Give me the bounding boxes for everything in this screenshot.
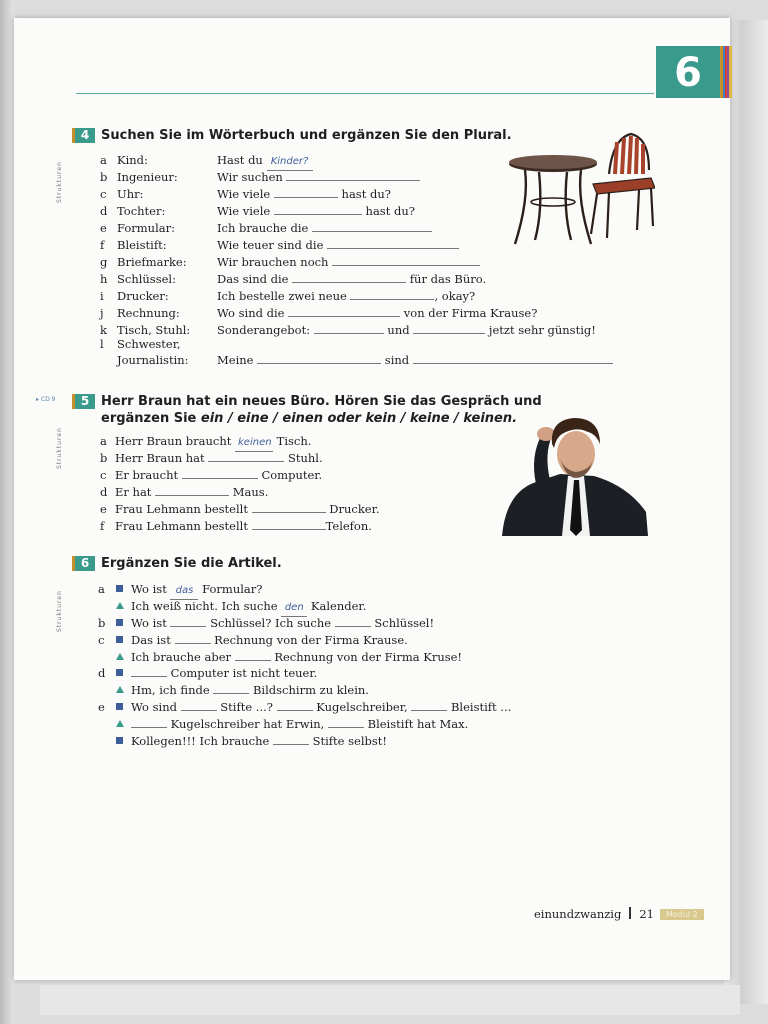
exercise-4-title: Suchen Sie im Wörterbuch und ergänzen Sie den Plural. [101,128,512,143]
item-sentence [115,501,380,517]
answer-blank[interactable] [252,501,326,513]
answer-blank[interactable] [288,305,400,317]
sentence-text: von der Firma Krause? [403,306,538,320]
item-letter: h [100,272,108,286]
answer-blank[interactable] [312,220,432,232]
sentence-text: Er hat [115,485,152,499]
item-letter: a [98,582,105,596]
exercise-6-title: Ergänzen Sie die Artikel. [101,556,282,571]
item-letter: e [100,221,107,235]
table-legs [515,170,591,244]
answer-blank[interactable] [131,665,167,677]
item-letter: k [100,323,107,337]
item-word: Drucker: [117,289,169,303]
answer-blank[interactable] [332,254,480,266]
answer-blank[interactable] [252,518,326,530]
table-top-surface [509,155,597,169]
answer-blank[interactable] [182,467,258,479]
item-letter: i [100,289,104,303]
sentence-text: Bleistift hat Max. [367,717,469,731]
item-word: Schwester, [117,337,181,351]
sentence-text: für das Büro. [409,272,487,286]
item-letter: c [100,468,107,482]
speaker-triangle-icon [116,686,124,693]
speaker-square-icon [116,669,123,676]
sentence-text: hast du? [341,187,391,201]
item-letter: e [100,502,107,516]
sentence-text: Maus. [232,485,269,499]
speaker-square-icon [116,619,123,626]
item-letter: j [100,306,104,320]
item-sentence [217,322,596,338]
answer-blank[interactable] [292,271,406,283]
exercise-5-header [72,393,542,427]
sentence-text: Kugelschreiber, [316,700,408,714]
speaker-triangle-icon [116,653,124,660]
answer-blank[interactable] [213,682,249,694]
sentence-text: Hast du [217,153,263,167]
item-letter: e [98,700,105,714]
table-chair-photo [505,130,655,250]
item-sentence [217,237,459,253]
sentence-text: Kalender. [310,599,367,613]
item-word: Uhr: [117,187,144,201]
item-sentence [217,271,486,287]
dialogue-line [116,649,462,665]
exercise-6-number: 6 [72,556,95,571]
dialogue-line [116,632,408,648]
exercise-5-number: 5 [72,394,95,409]
handwritten-answer[interactable]: keinen [235,435,273,452]
answer-blank[interactable] [413,352,613,364]
answer-blank[interactable] [277,699,313,711]
exercise-4-number: 4 [72,128,95,143]
item-letter: f [100,519,105,533]
answer-blank[interactable] [350,288,434,300]
sentence-text: Schlüssel! [374,616,435,630]
item-word: Kind: [117,153,148,167]
item-letter: b [100,451,108,465]
exercise-6-header [72,555,282,572]
sentence-text: Er braucht [115,468,179,482]
exercise-4-header [72,127,512,144]
sentence-text: Drucker. [329,502,380,516]
item-letter: d [100,204,108,218]
item-letter: a [100,434,107,448]
sentence-text: Wie viele [217,187,271,201]
item-sentence [217,203,415,219]
handwritten-answer[interactable]: den [281,600,307,617]
speaker-triangle-icon [116,720,124,727]
sentence-text: Ich brauche aber [131,650,231,664]
item-word: Formular: [117,221,175,235]
chapter-tab-stripes [720,46,732,98]
answer-blank[interactable] [274,203,362,215]
item-word: Bleistift: [117,238,167,252]
item-sentence [217,169,420,185]
item-word: Journalistin: [117,353,189,367]
scan-shadow-right [724,20,768,1004]
item-word: Tochter: [117,204,166,218]
sentence-text: Meine [217,353,254,367]
sentence-text: hast du? [365,204,415,218]
side-label-strukturen-1: Strukturen [56,161,63,203]
footer-separator [629,907,631,919]
item-letter: c [98,633,105,647]
side-label-strukturen-3: Strukturen [56,590,63,632]
sentence-text: Frau Lehmann bestellt [115,502,248,516]
sentence-text: Stifte selbst! [312,734,388,748]
page-number-word: einundzwanzig [534,907,622,921]
answer-blank[interactable] [413,322,485,334]
table-ring [531,198,575,206]
answer-blank[interactable] [335,615,371,627]
sentence-text: jetzt sehr günstig! [488,323,596,337]
sentence-text: Formular? [202,582,263,596]
sentence-text: Stuhl. [287,451,323,465]
sentence-text: Bildschirm zu klein. [252,683,369,697]
chair-seat [593,178,655,194]
sentence-text: und [387,323,410,337]
sentence-text: Wo ist [131,616,167,630]
item-word: Briefmarke: [117,255,187,269]
module-tab: Modul 2 [660,909,704,920]
answer-blank[interactable] [131,716,167,728]
answer-blank[interactable] [170,615,206,627]
item-word: Rechnung: [117,306,180,320]
scan-bottom-strip [40,985,740,1015]
sentence-text: Schlüssel? Ich suche [210,616,332,630]
sentence-text: Das sind die [217,272,289,286]
answer-blank[interactable] [175,632,211,644]
item-sentence [217,352,613,368]
dialogue-line [116,716,468,732]
answer-blank[interactable] [155,484,229,496]
sentence-text: Wo sind [131,700,177,714]
speaker-square-icon [116,585,123,592]
sentence-text: , okay? [434,289,476,303]
item-letter: b [98,616,106,630]
item-letter: g [100,255,108,269]
item-sentence [217,186,391,202]
sentence-text: Kugelschreiber hat Erwin, [170,717,325,731]
speaker-triangle-icon [116,602,124,609]
item-sentence [115,450,323,466]
sentence-text: sind [384,353,410,367]
sentence-text: Wir brauchen noch [217,255,329,269]
answer-blank[interactable] [208,450,284,462]
exercise-5-title-line-1: Herr Braun hat ein neues Büro. Hören Sie das Gespräch und [101,394,542,409]
item-word: Schlüssel: [117,272,176,286]
cd-track-number: CD 9 [40,396,56,403]
man-face [557,431,595,477]
item-sentence [217,305,537,321]
dialogue-line [116,682,369,698]
sentence-text: Stifte ...? [220,700,273,714]
sentence-text: Ich bestelle zwei neue [217,289,347,303]
sentence-text: Herr Braun hat [115,451,205,465]
sentence-text: Das ist [131,633,171,647]
title-emphasis: ein / eine / einen oder kein / keine / keinen. [200,411,518,426]
item-letter: b [100,170,108,184]
speaker-square-icon [116,636,123,643]
sentence-text: Wie teuer sind die [217,238,324,252]
answer-blank[interactable] [314,322,384,334]
answer-blank[interactable] [411,699,447,711]
cd-track-label: ▸ CD 9 [36,396,56,403]
sentence-text: Kollegen!!! Ich brauche [131,734,270,748]
item-sentence [217,220,432,236]
sentence-text: Rechnung von der Firma Krause. [214,633,408,647]
exercise-5-title-line-2 [101,410,542,427]
dialogue-line [116,699,511,715]
answer-blank[interactable] [286,169,420,181]
sentence-text: Computer. [261,468,323,482]
exercise-5-title [101,393,542,427]
item-letter: d [98,666,106,680]
sentence-text: Wo ist [131,582,167,596]
scan-shadow-left [0,0,14,1024]
sentence-text: Hm, ich finde [131,683,210,697]
item-sentence [217,288,475,304]
item-word: Tisch, Stuhl: [117,323,191,337]
answer-blank[interactable] [257,352,381,364]
title-text: ergänzen Sie [101,411,197,426]
sentence-text: Telefon. [325,519,372,533]
page-footer [534,907,704,921]
sentence-text: Herr Braun braucht [115,434,232,448]
item-letter: l [100,337,104,351]
sentence-text: Tisch. [276,434,312,448]
header-rule [76,93,654,94]
item-sentence [115,484,268,500]
dialogue-line [116,665,317,681]
item-sentence [217,254,480,270]
speaker-square-icon [116,703,123,710]
sentence-text: Ich brauche die [217,221,309,235]
chair-legs [591,188,653,238]
sentence-text: Ich weiß nicht. Ich suche [131,599,278,613]
sentence-text: Wie viele [217,204,271,218]
answer-blank[interactable] [181,699,217,711]
handwritten-answer[interactable]: Kinder? [267,154,313,171]
item-sentence [115,518,372,534]
sentence-text: Sonderangebot: [217,323,311,337]
dialogue-line [116,615,434,631]
answer-blank[interactable] [328,716,364,728]
sentence-text: Wo sind die [217,306,285,320]
sentence-text: Computer ist nicht teuer. [170,666,318,680]
dialogue-line [116,733,387,749]
chapter-tab: 6 [656,46,720,98]
side-label-strukturen-2: Strukturen [56,427,63,469]
sentence-text: Rechnung von der Firma Kruse! [274,650,463,664]
item-letter: d [100,485,108,499]
item-letter: f [100,238,105,252]
item-sentence [115,467,322,483]
answer-blank[interactable] [327,237,459,249]
item-letter: a [100,153,107,167]
answer-blank[interactable] [274,186,338,198]
answer-blank[interactable] [273,733,309,745]
handwritten-answer[interactable]: das [170,583,198,600]
man-scratching-head-photo [496,414,650,536]
item-word: Ingenieur: [117,170,178,184]
sentence-text: Frau Lehmann bestellt [115,519,248,533]
speaker-square-icon [116,737,123,744]
sentence-text: Bleistift ... [450,700,512,714]
page-number: 21 [639,907,654,921]
item-letter: c [100,187,107,201]
sentence-text: Wir suchen [217,170,283,184]
answer-blank[interactable] [235,649,271,661]
